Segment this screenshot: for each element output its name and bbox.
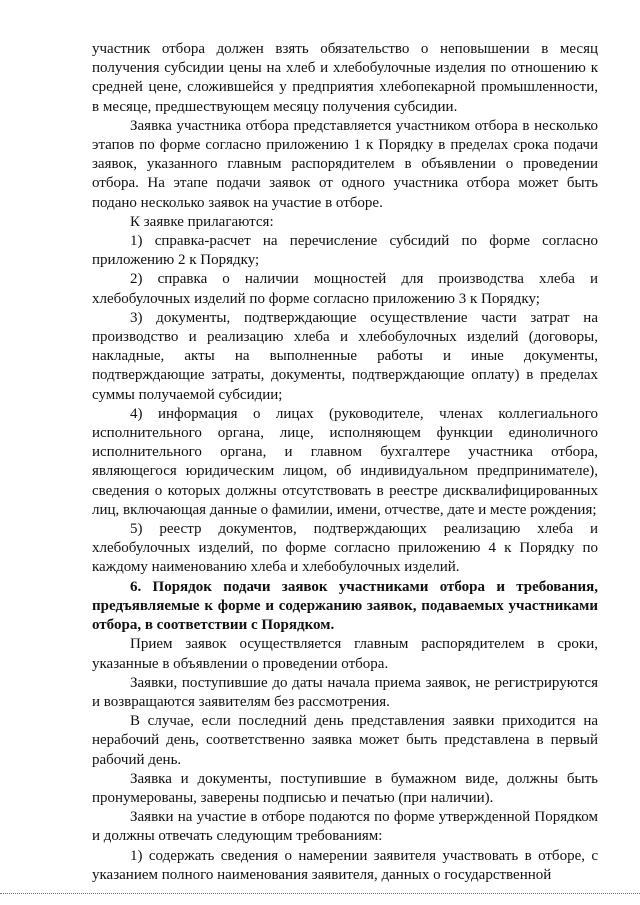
list-item-3: 3) документы, подтверждающие осуществление части затрат на производство и реализацию хлеба и хлебобулочных изделий (договоры, накладные, акты на выполненные работы и иные документы, подтверждающие затраты, документы, подтверждающие оплату) в пределах суммы получаемой субсидии; [92, 309, 598, 403]
paragraph-obligation: участник отбора должен взять обязательство о неповышении в месяц получения субсидии цены на хлеб и хлебобулочные изделия по отношению к средней цене, сложившейся у предприятия хлебопекарной промышленности, в месяце, предшествующем месяцу получения субсидии. [92, 41, 598, 115]
paragraph-application-stages: Заявка участника отбора представляется участником отбора в несколько этапов по форме согласно приложению 1 к Порядку в пределах срока подачи заявок, указанного главным распорядителем в объявлении о проведении отбора. На этапе подачи заявок от одного участника отбора может быть подано несколько заявок на участие в отборе. [92, 117, 598, 211]
requirement-item-1: 1) содержать сведения о намерении заявителя участвовать в отборе, с указанием полного наименования заявителя, данных о государственной [92, 847, 598, 883]
paragraph-acceptance: Прием заявок осуществляется главным распорядителем в сроки, указанные в объявлении о проведении отбора. [92, 636, 598, 672]
page-bottom-divider [0, 893, 640, 895]
section-heading-6: 6. Порядок подачи заявок участниками отбора и требования, предъявляемые к форме и содержанию заявок, подаваемых участниками отбора, в соответствии с Порядком. [92, 578, 598, 634]
paragraph-requirements-intro: Заявки на участие в отборе подаются по форме утвержденной Порядком и должны отвечать следующим требованиям: [92, 809, 598, 845]
document-page [92, 40, 598, 885]
list-item-5: 5) реестр документов, подтверждающих реализацию хлеба и хлебобулочных изделий, по форме согласно приложению 4 к Порядку по каждому наименованию хлеба и хлебобулочных изделий. [92, 521, 598, 576]
paragraph-paper-documents: Заявка и документы, поступившие в бумажном виде, должны быть пронумерованы, заверены подписью и печатью (при наличии). [92, 770, 598, 806]
paragraph-early-applications: Заявки, поступившие до даты начала приема заявок, не регистрируются и возвращаются заявителям без рассмотрения. [92, 674, 598, 710]
list-item-4: 4) информация о лицах (руководителе, членах коллегиального исполнительного органа, лице, исполняющем функции единоличного исполнительного органа, и главном бухгалтере участника отбора, являющегося юридическим лицом, об индивидуальном предпринимателе), сведения о которых должны отсутствовать в реестре дисквалифицированных лиц, включающая данные о фамилии, имени, отчестве, дате и месте рождения; [92, 405, 598, 518]
paragraph-attachments-intro: К заявке прилагаются: [130, 213, 274, 230]
list-item-1: 1) справка-расчет на перечисление субсидий по форме согласно приложению 2 к Порядку; [92, 233, 598, 269]
paragraph-holiday-rule: В случае, если последний день представления заявки приходится на нерабочий день, соответственно заявка может быть представлена в первый рабочий день. [92, 713, 598, 768]
list-item-2: 2) справка о наличии мощностей для производства хлеба и хлебобулочных изделий по форме согласно приложению 3 к Порядку; [92, 271, 598, 307]
